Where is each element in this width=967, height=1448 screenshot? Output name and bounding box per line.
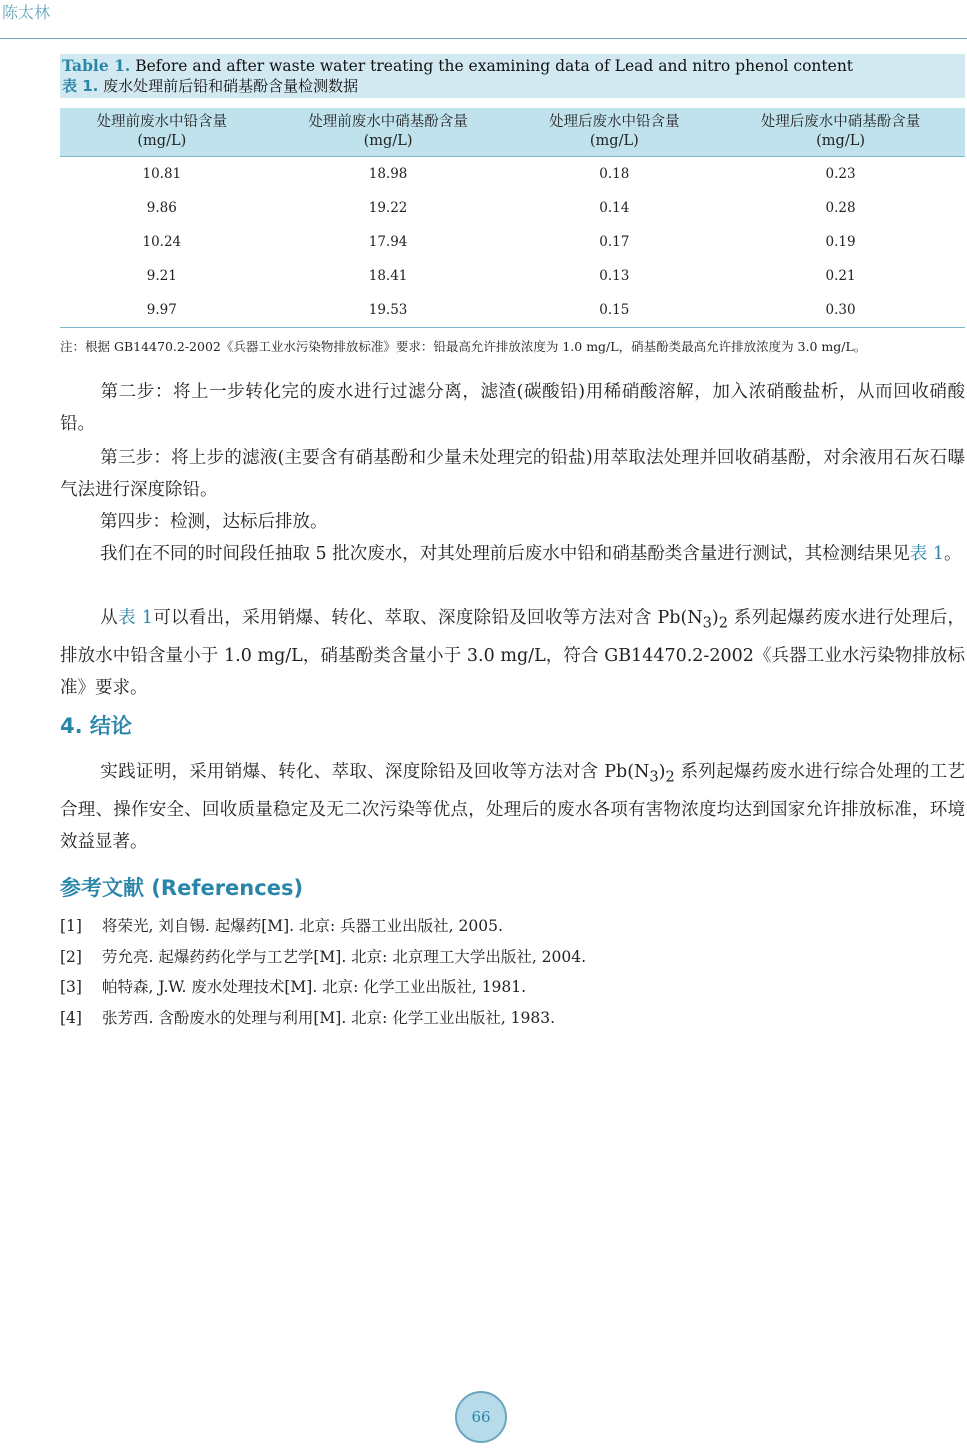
caption-zh-label: 表 1. [62, 77, 99, 95]
caption-en-text: Before and after waste water treating the examining data of Lead and nitro phenol content [130, 57, 854, 75]
table-cell: 9.86 [146, 200, 177, 216]
reference-item: [4] 张芳西. 含酚废水的处理与利用[M]. 北京: 化学工业出版社, 1983. [60, 1008, 556, 1027]
table-cell: 0.14 [599, 200, 630, 216]
table-cell: 0.13 [599, 268, 630, 284]
table-row [60, 157, 965, 192]
table-cell: 18.41 [368, 268, 408, 284]
paragraph-conclusion: 实践证明，采用销爆、转化、萃取、深度除铅及回收等方法对含 $Pb(N_3)_2$ 系列起爆药废水进行综合处理的工艺合理、操作安全、回收质量稳定及无二次污染等优点，处理后的废水各项有害物浓度均达到国家允许排放标准，环境效益显著。 [60, 762, 965, 852]
paragraph-step4: 第四步：检测，达标后排放。 [100, 512, 328, 532]
header-cell: 处理后废水中硝基酚含量 (mg/L) [716, 108, 965, 157]
page-number-badge: 66 [455, 1391, 507, 1443]
table-cell: 0.21 [825, 268, 856, 284]
paragraph-sampling: 我们在不同的时间段任抽取 5 批次废水，对其处理前后废水中铅和硝基酚类含量进行测试，其检测结果见表 1。 [100, 544, 962, 564]
section-heading-references: 参考文献 (References) [60, 876, 304, 900]
table-cell: 18.98 [368, 166, 408, 182]
table-note: 注：根据 GB14470.2-2002《兵器工业水污染物排放标准》要求：铅最高允许排放浓度为 1.0 mg/L，硝基酚类最高允许排放浓度为 3.0 mg/L。 [60, 339, 867, 354]
caption-english [62, 56, 963, 76]
table-cell: 0.19 [825, 234, 856, 250]
paragraph-step3: 第三步：将上步的滤液(主要含有硝基酚和少量未处理完的铅盐)用萃取法处理并回收硝基酚，对余液用石灰石曝气法进行深度除铅。 [60, 448, 965, 500]
reference-list [60, 914, 965, 1036]
reference-item: [3] 帕特森, J.W. 废水处理技术[M]. 北京: 化学工业出版社, 1981. [60, 978, 527, 996]
table-cell: 0.17 [599, 234, 630, 250]
table-row [60, 191, 965, 225]
table-cell: 0.28 [825, 200, 856, 216]
header-rule [0, 38, 967, 39]
table-cell: 10.24 [142, 234, 182, 250]
header-cell: 处理后废水中铅含量 (mg/L) [513, 108, 717, 157]
table-header-row [60, 108, 965, 157]
caption-chinese [62, 76, 963, 96]
table-cell: 0.23 [825, 166, 856, 182]
table-cell: 0.15 [513, 293, 717, 328]
table-row [60, 293, 965, 328]
table-cell: 10.81 [142, 166, 182, 182]
table-cell: 0.18 [599, 166, 630, 182]
paragraph-result: 从表 1可以看出，采用销爆、转化、萃取、深度除铅及回收等方法对含 $Pb(N_3)_2$ 系列起爆药废水进行处理后，排放水中铅含量小于 1.0 mg/L，硝基酚类含量小于 3.0 mg/L，符合 GB14470.2-2002《兵器工业水污染物排放标准》要求。 [60, 608, 966, 698]
table-cell: 0.30 [716, 293, 965, 328]
table-link[interactable]: 表 1 [909, 544, 944, 564]
reference-item: [2] 劳允亮. 起爆药药化学与工艺学[M]. 北京: 北京理工大学出版社, 2004. [60, 947, 587, 966]
table-cell: 9.21 [146, 268, 177, 284]
caption-en-label: Table 1. [62, 56, 131, 75]
paragraph-step2: 第二步：将上一步转化完的废水进行过滤分离，滤渣(碳酸铅)用稀硝酸溶解，加入浓硝酸盐析，从而回收硝酸铅。 [60, 382, 965, 434]
header-cell: 处理前废水中硝基酚含量 (mg/L) [264, 108, 513, 157]
table-cell: 19.22 [368, 200, 408, 216]
section-heading-conclusion: 4. 结论 [60, 714, 132, 738]
data-table [60, 108, 965, 328]
running-head-author: 陈太林 [2, 3, 51, 22]
header-cell: 处理前废水中铅含量 (mg/L) [60, 108, 264, 157]
table-caption [60, 54, 965, 98]
reference-item: [1] 将荣光, 刘自锡. 起爆药[M]. 北京: 兵器工业出版社, 2005. [60, 917, 503, 935]
table-cell: 19.53 [264, 293, 513, 328]
table-cell: 17.94 [368, 234, 408, 250]
table-cell: 9.97 [60, 293, 264, 328]
table-link[interactable]: 表 1 [118, 608, 153, 628]
table-row [60, 259, 965, 293]
table-row [60, 225, 965, 259]
caption-zh-text: 废水处理前后铅和硝基酚含量检测数据 [98, 77, 359, 95]
